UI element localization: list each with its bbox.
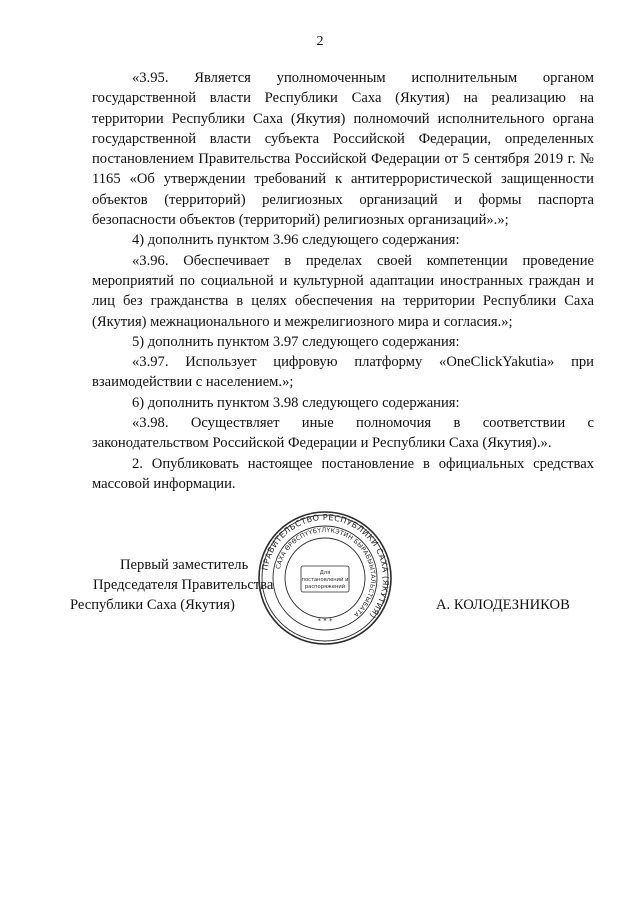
seal-center-line-2: постановлений и: [301, 577, 349, 583]
seal-inner-text: САХА ӨРӨСПҮҮБҮЛҮКЭТИН БЫРАБЫЫТАЛЬСТЫБАТА: [274, 526, 377, 619]
seal-outer-text: ПРАВИТЕЛЬСТВО РЕСПУБЛИКИ САХА (ЯКУТИЯ): [259, 511, 392, 621]
paragraph-3-95: «3.95. Является уполномоченным исполнительным органом государственной власти Республики Саха (Якутия) на реализацию на территории Республики Саха (Якутия) полномочий исполнительного органа государственной власти субъекта Российской Федерации, определенных постановлением Правительства Российской Федерации от 5 сентября 2019 г. № 1165 «Об утверждении требований к антитеррористической защищенности объектов (территорий) религиозных организаций и формы паспорта безопасности объектов (территорий) религиозных организаций».»;: [92, 70, 594, 229]
seal-center-line-3: распоряжений: [304, 584, 346, 590]
paragraph-item-6: 6) дополнить пунктом 3.98 следующего содержания:: [132, 394, 460, 411]
document-body: [92, 68, 594, 494]
svg-text:* * *: * * *: [317, 617, 333, 625]
paragraph-3-96: «3.96. Обеспечивает в пределах своей компетенции проведение мероприятий по социальной и культурной адаптации иностранных граждан и лиц без гражданства в целях обеспечения на территории Республики Саха (Якутия) межнационального и межрелигиозного мира и согласия.»;: [92, 252, 594, 330]
signatory-position-line-1: Первый заместитель: [120, 557, 249, 573]
paragraph-3-97: «3.97. Использует цифровую платформу «OneClickYakutia» при взаимодействии с населением.»;: [92, 354, 594, 391]
paragraph-item-5: 5) дополнить пунктом 3.97 следующего содержания:: [132, 333, 460, 350]
official-seal-stamp: [257, 510, 393, 646]
page-number: 2: [316, 34, 324, 49]
paragraph-3-98: «3.98. Осуществляет иные полномочия в соответствии с законодательством Российской Федерации и Республики Саха (Якутия).».: [92, 415, 594, 452]
paragraph-publish: 2. Опубликовать настоящее постановление в официальных средствах массовой информации.: [92, 455, 594, 492]
paragraph-item-4: 4) дополнить пунктом 3.96 следующего содержания:: [132, 232, 460, 249]
signatory-name: А. КОЛОДЕЗНИКОВ: [436, 597, 570, 613]
signatory-position-line-2: Председателя Правительства: [93, 577, 274, 593]
seal-center-line-1: Для: [319, 570, 331, 576]
signatory-position-line-3: Республики Саха (Якутия): [70, 597, 235, 613]
